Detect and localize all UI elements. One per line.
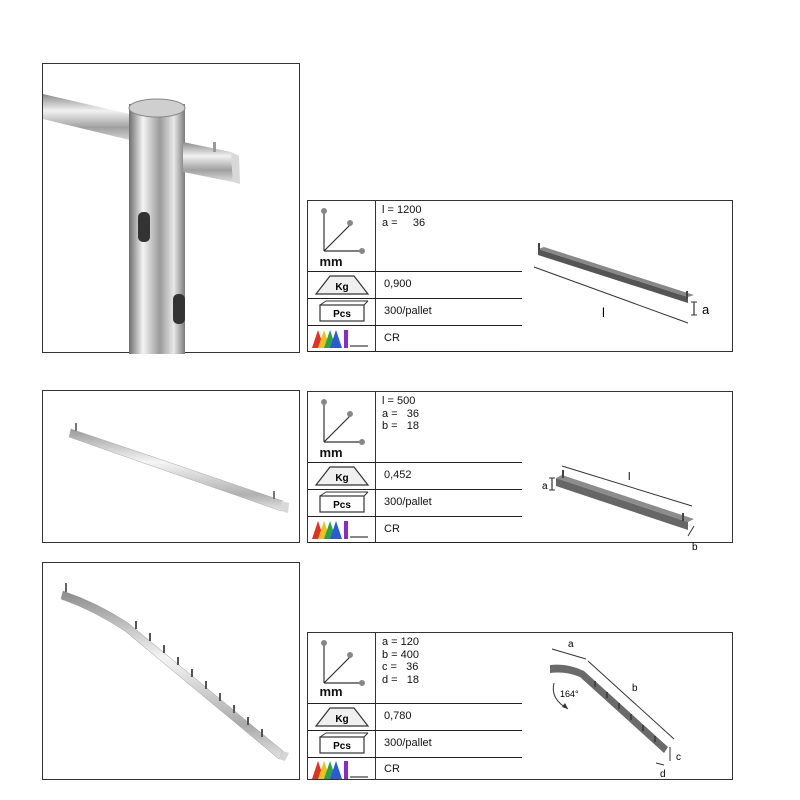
diagram-label-l: l [602,305,605,320]
dimension-diagram-3 [528,633,728,779]
waterfall-arm-photo [43,563,299,779]
dimensions-values: a = 120 b = 400 c = 36 d = 18 [382,636,420,686]
dimension-diagram-1 [522,207,722,347]
dimensions-values: l = 500 a = 36 b = 18 [382,395,420,432]
finish-value: CR [384,332,400,344]
weight-icon-label: Kg [335,714,349,725]
packaging-value: 300/pallet [384,496,432,508]
upright-bracket-photo [43,64,299,352]
icon-column [308,392,376,542]
packaging-value: 300/pallet [384,737,432,749]
diagram-label-b: b [632,683,638,694]
dimensions-icon [308,201,376,271]
pieces-icon [308,489,376,516]
spec-table-2 [307,391,733,553]
dimensions-icon [308,392,376,462]
unit-label: mm [319,684,343,699]
finish-value: CR [384,523,400,535]
packaging-value: 300/pallet [384,305,432,317]
diagram-label-a: a [568,639,574,650]
product-photo-1 [42,63,300,353]
finish-color-icon [308,325,376,352]
dimension-diagram-2 [528,398,728,553]
weight-icon-label: Kg [335,473,349,484]
icon-column [308,633,376,779]
unit-label: mm [319,445,343,460]
straight-arm-photo [43,391,299,542]
weight-icon [308,271,376,298]
dimensions-icon [308,633,376,703]
dimensions-values: l = 1200 a = 36 [382,204,426,229]
diagram-label-a: a [542,481,548,492]
product-photo-3 [42,562,300,780]
pieces-icon [308,730,376,757]
values-column [376,201,522,351]
product-photo-2 [42,390,300,543]
pieces-icon-label: Pcs [333,500,351,511]
diagram-label-b: b [692,542,698,553]
weight-icon [308,703,376,730]
pieces-icon-label: Pcs [333,741,351,752]
spec-table-1 [307,200,733,352]
finish-value: CR [384,763,400,775]
finish-color-icon [308,757,376,781]
diagram-label-c: c [676,752,681,763]
weight-value: 0,780 [384,710,412,722]
finish-color-icon [308,516,376,543]
weight-value: 0,900 [384,278,412,290]
pieces-icon-label: Pcs [333,309,351,320]
weight-icon [308,462,376,489]
icon-column [308,201,376,351]
spec-table-3 [307,632,733,780]
values-column [376,392,522,542]
weight-value: 0,452 [384,469,412,481]
values-column [376,633,522,779]
unit-label: mm [319,254,343,269]
diagram-label-l: l [628,471,631,483]
pieces-icon [308,298,376,325]
diagram-label-d: d [660,769,666,780]
weight-icon-label: Kg [335,282,349,293]
diagram-label-angle: 164° [560,689,579,699]
diagram-label-a: a [702,302,710,317]
